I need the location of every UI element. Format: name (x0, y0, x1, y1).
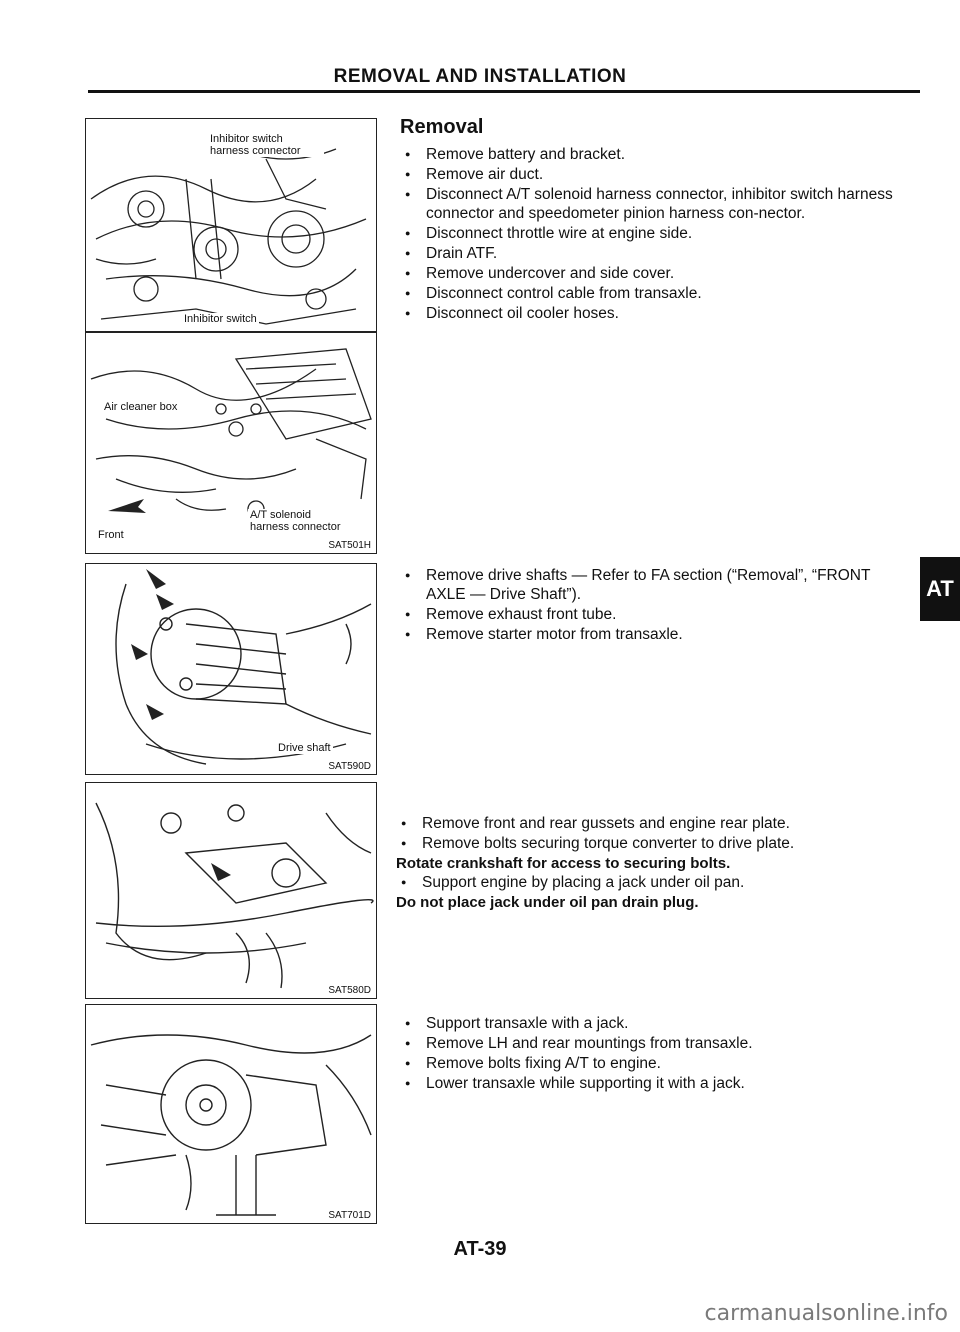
list-item: ● Disconnect oil cooler hoses. (400, 304, 900, 323)
list-item: ● Disconnect control cable from transaxle. (400, 284, 900, 303)
air-cleaner-label: Air cleaner box (104, 401, 178, 413)
list-item: ● Lower transaxle while supporting it with a jack. (400, 1074, 900, 1093)
figure-torque-converter-bolts (85, 782, 377, 999)
list-item: ● Remove bolts securing torque converter to drive plate. (396, 834, 896, 853)
at-solenoid-label: A/T solenoid harness connector (250, 509, 341, 534)
removal-steps-3 (396, 814, 896, 912)
list-item: ● Remove undercover and side cover. (400, 264, 900, 283)
figure-code: SAT701D (328, 1210, 371, 1221)
list-item: ● Disconnect throttle wire at engine side. (400, 224, 900, 243)
figure-code: SAT580D (328, 985, 371, 996)
drive-shaft-label: Drive shaft (278, 742, 331, 754)
caution-note: Do not place jack under oil pan drain plug. (396, 894, 699, 911)
inhibitor-switch-label: Inhibitor switch (184, 313, 257, 325)
figure-drive-shaft (85, 563, 377, 775)
list-item: ● Remove front and rear gussets and engine rear plate. (396, 814, 896, 833)
list-item: ● Support engine by placing a jack under oil pan. (396, 873, 896, 892)
figure-code: SAT590D (328, 761, 371, 772)
front-label: Front (98, 529, 124, 541)
list-item: ● Support transaxle with a jack. (400, 1014, 900, 1033)
list-item: ● Remove drive shafts — Refer to FA section (“Removal”, “FRONT AXLE — Drive Shaft”). (400, 566, 900, 604)
list-item: ● Remove exhaust front tube. (400, 605, 900, 624)
engine-bay-illustration (86, 119, 376, 553)
figure-inhibitor-switch-and-solenoid (85, 118, 377, 554)
page-title: REMOVAL AND INSTALLATION (333, 66, 627, 87)
removal-steps-1 (400, 118, 900, 324)
section-tab-at: AT (920, 557, 960, 621)
list-item: ● Disconnect A/T solenoid harness connector, inhibitor switch harness connector and speedometer pinion harness con-nector. (400, 185, 900, 223)
section-heading: Removal (400, 116, 484, 138)
figure-transaxle-jack (85, 1004, 377, 1224)
figure-code: SAT501H (328, 540, 371, 551)
inhibitor-harness-label: Inhibitor switch harness connector (208, 133, 324, 157)
figure-divider (86, 331, 376, 333)
watermark: carmanualsonline.info (704, 1301, 948, 1326)
list-item: ● Remove bolts fixing A/T to engine. (400, 1054, 900, 1073)
removal-steps-4 (400, 1014, 900, 1094)
list-item: ● Drain ATF. (400, 244, 900, 263)
caution-note: Rotate crankshaft for access to securing bolts. (396, 855, 731, 872)
list-item: ● Remove battery and bracket. (400, 145, 900, 164)
list-item: ● Remove LH and rear mountings from transaxle. (400, 1034, 900, 1053)
transaxle-jack-illustration (86, 1005, 376, 1223)
list-item: ● Remove air duct. (400, 165, 900, 184)
list-item: ● Remove starter motor from transaxle. (400, 625, 900, 644)
torque-converter-illustration (86, 783, 376, 998)
page-number: AT-39 (453, 1238, 507, 1260)
header-rule (88, 90, 920, 93)
removal-steps-2 (400, 566, 900, 645)
